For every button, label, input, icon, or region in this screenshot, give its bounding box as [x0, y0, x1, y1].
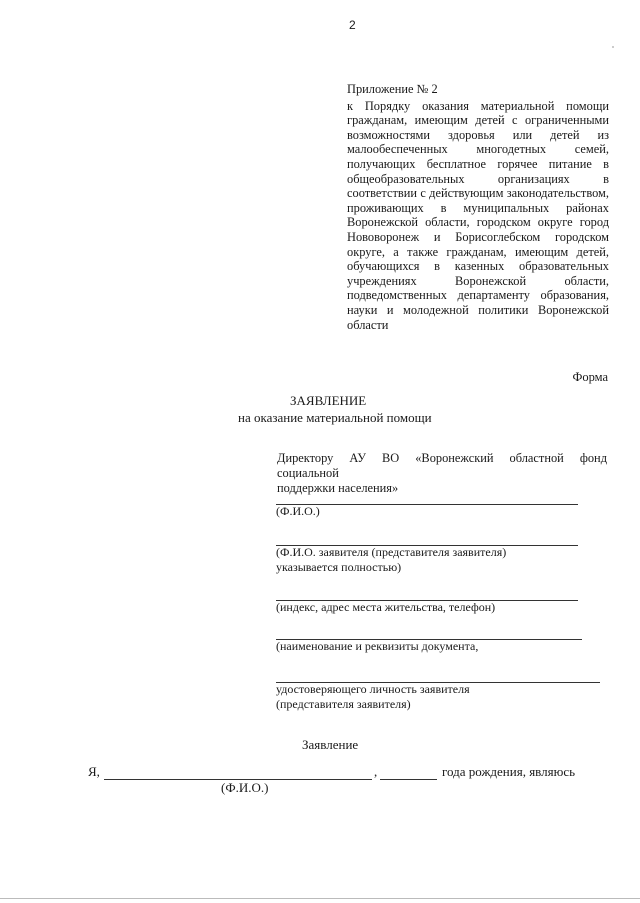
- addressee-line-1: Директору АУ ВО «Воронежский областной фонд социальной: [277, 451, 607, 480]
- document-subtitle: на оказание материальной помощи: [238, 410, 432, 425]
- page-bottom-edge: [0, 898, 640, 899]
- appendix-title: Приложение № 2: [347, 82, 438, 96]
- statement-comma: ,: [374, 764, 378, 779]
- address-caption: (индекс, адрес места жительства, телефон): [276, 600, 496, 614]
- applicant-fio-caption-2: указывается полностью): [276, 560, 402, 574]
- fio-caption: (Ф.И.О.): [276, 504, 320, 518]
- birth-year-label: года рождения, являюсь: [442, 764, 576, 779]
- form-label: Форма: [572, 370, 608, 384]
- fio-blank-line[interactable]: [276, 504, 578, 505]
- appendix-body: к Порядку оказания материальной помощи гражданам, имеющим детей с ограниченными возможностями здоровья или детей из малообеспеченных многодетных семей, получающих бесплатное горячее питание в общеобразовательных организациях в соответствии с действующим законодательством, проживающих в муниципальных районах Воронежской области, городском округе город Нововоронеж и Борисоглебском городском округе, а также гражданам, имеющим детей, обучающихся в казенных образовательных учреждениях Воронежской области, подведомственных департаменту образования, науки и молодежной политики Воронежской: [347, 98, 609, 317]
- statement-fio-caption: (Ф.И.О.): [221, 780, 269, 795]
- document-title: ЗАЯВЛЕНИЕ: [290, 393, 367, 408]
- addressee-block: [277, 451, 607, 496]
- document-caption-2: удостоверяющего личность заявителя: [276, 682, 470, 696]
- statement-ya: Я,: [88, 764, 100, 779]
- page-number: 2: [349, 18, 356, 32]
- document-caption-3: (представителя заявителя): [276, 697, 411, 711]
- appendix-last-word: области: [347, 317, 389, 332]
- scan-speck: [612, 46, 614, 48]
- addressee-line-2: поддержки населения»: [277, 481, 399, 495]
- birth-year-line[interactable]: [380, 779, 437, 780]
- document-caption-1: (наименование и реквизиты документа,: [276, 639, 479, 653]
- appendix-block: [347, 82, 609, 332]
- statement-title: Заявление: [302, 737, 359, 752]
- applicant-fio-caption-1: (Ф.И.О. заявителя (представителя заявителя): [276, 545, 507, 559]
